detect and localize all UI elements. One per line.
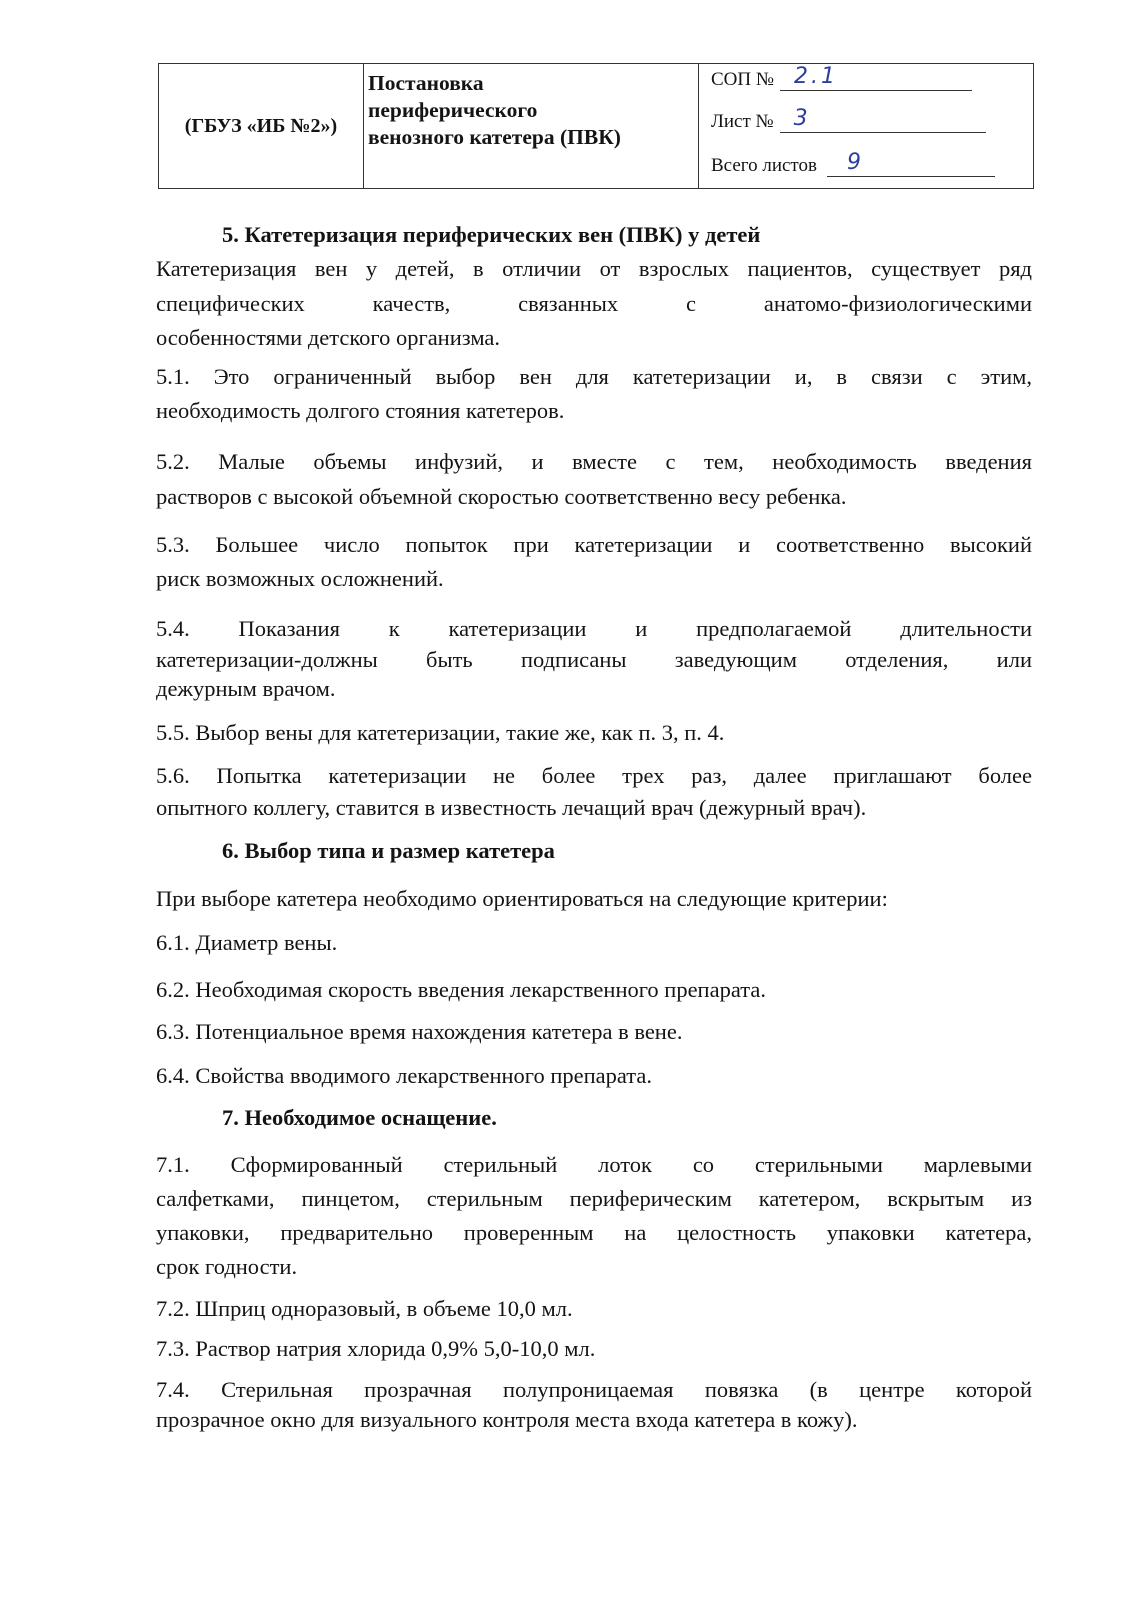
document-title-line: венозного катетера (ПВК) xyxy=(368,125,621,149)
list-item: 6.4. Свойства вводимого лекарственного препарата. xyxy=(156,1063,653,1088)
sheet-label: Лист № xyxy=(711,111,774,132)
paragraph-line: специфических качеств, связанных с анатомо-физиологическими xyxy=(156,291,1032,316)
total-sheets-value: 9 xyxy=(846,150,864,175)
list-item: 7.3. Раствор натрия хлорида 0,9% 5,0-10,0 мл. xyxy=(156,1336,596,1361)
paragraph-line: 5.2. Малые объемы инфузий, и вместе с тем, необходимость введения xyxy=(156,449,1032,474)
list-item: 6.3. Потенциальное время нахождения катетера в вене. xyxy=(156,1019,683,1044)
paragraph-line: дежурным врачом. xyxy=(156,676,336,701)
sop-label: СОП № xyxy=(711,69,774,90)
list-item: 6.2. Необходимая скорость введения лекарственного препарата. xyxy=(156,977,766,1002)
paragraph-line: упаковки, предварительно проверенным на целостность упаковки катетера, xyxy=(156,1220,1032,1245)
paragraph-line: необходимость долгого стояния катетеров. xyxy=(156,398,565,423)
paragraph-line: 5.5. Выбор вены для катетеризации, такие же, как п. 3, п. 4. xyxy=(156,720,725,745)
sheet-value: 3 xyxy=(793,106,811,131)
section-6-heading: 6. Выбор типа и размер катетера xyxy=(222,838,555,863)
paragraph-line: Катетеризация вен у детей, в отличии от взрослых пациентов, существует ряд xyxy=(156,256,1032,281)
section-5-heading: 5. Катетеризация периферических вен (ПВК) у детей xyxy=(222,222,761,247)
section-7-heading: 7. Необходимое оснащение. xyxy=(222,1105,497,1130)
document-title-cell xyxy=(364,64,699,188)
paragraph-line: салфетками, пинцетом, стерильным периферическим катетером, вскрытым из xyxy=(156,1186,1032,1211)
document-title-line: периферического xyxy=(368,98,538,122)
paragraph-line: 5.1. Это ограниченный выбор вен для катетеризации и, в связи с этим, xyxy=(156,364,1032,389)
paragraph-line: опытного коллегу, ставится в известность лечащий врач (дежурный врач). xyxy=(156,795,867,820)
sheet-number-row xyxy=(711,106,986,133)
list-item: 6.1. Диаметр вены. xyxy=(156,930,338,955)
header-table xyxy=(158,63,1034,189)
paragraph-line: 5.3. Большее число попыток при катетеризации и соответственно высокий xyxy=(156,532,1032,557)
document-title-line: Постановка xyxy=(368,71,484,95)
paragraph-line: При выборе катетера необходимо ориентироваться на следующие критерии: xyxy=(156,886,888,911)
list-item: 7.2. Шприц одноразовый, в объеме 10,0 мл. xyxy=(156,1296,573,1321)
paragraph-line: 7.4. Стерильная прозрачная полупроницаемая повязка (в центре которой xyxy=(156,1377,1032,1402)
total-sheets-label: Всего листов xyxy=(711,155,817,176)
paragraph-line: 7.1. Сформированный стерильный лоток со стерильными марлевыми xyxy=(156,1152,1032,1177)
organization-name: (ГБУЗ «ИБ №2») xyxy=(184,114,338,137)
paragraph-line: 5.6. Попытка катетеризации не более трех раз, далее приглашают более xyxy=(156,763,1032,788)
paragraph-line: прозрачное окно для визуального контроля места входа катетера в кожу). xyxy=(156,1407,858,1432)
paragraph-line: особенностями детского организма. xyxy=(156,325,501,350)
paragraph-line: риск возможных осложнений. xyxy=(156,566,444,591)
paragraph-line: 5.4. Показания к катетеризации и предполагаемой длительности xyxy=(156,616,1032,641)
total-sheets-row xyxy=(711,150,995,177)
document-meta-cell xyxy=(699,64,1033,188)
paragraph-line: срок годности. xyxy=(156,1254,298,1279)
organization-cell xyxy=(159,64,364,188)
paragraph-line: катетеризации-должны быть подписаны заведующим отделения, или xyxy=(156,647,1032,672)
paragraph-line: растворов с высокой объемной скоростью соответственно весу ребенка. xyxy=(156,484,847,509)
sop-value: 2.1 xyxy=(794,64,838,89)
sop-number-row xyxy=(711,64,972,91)
